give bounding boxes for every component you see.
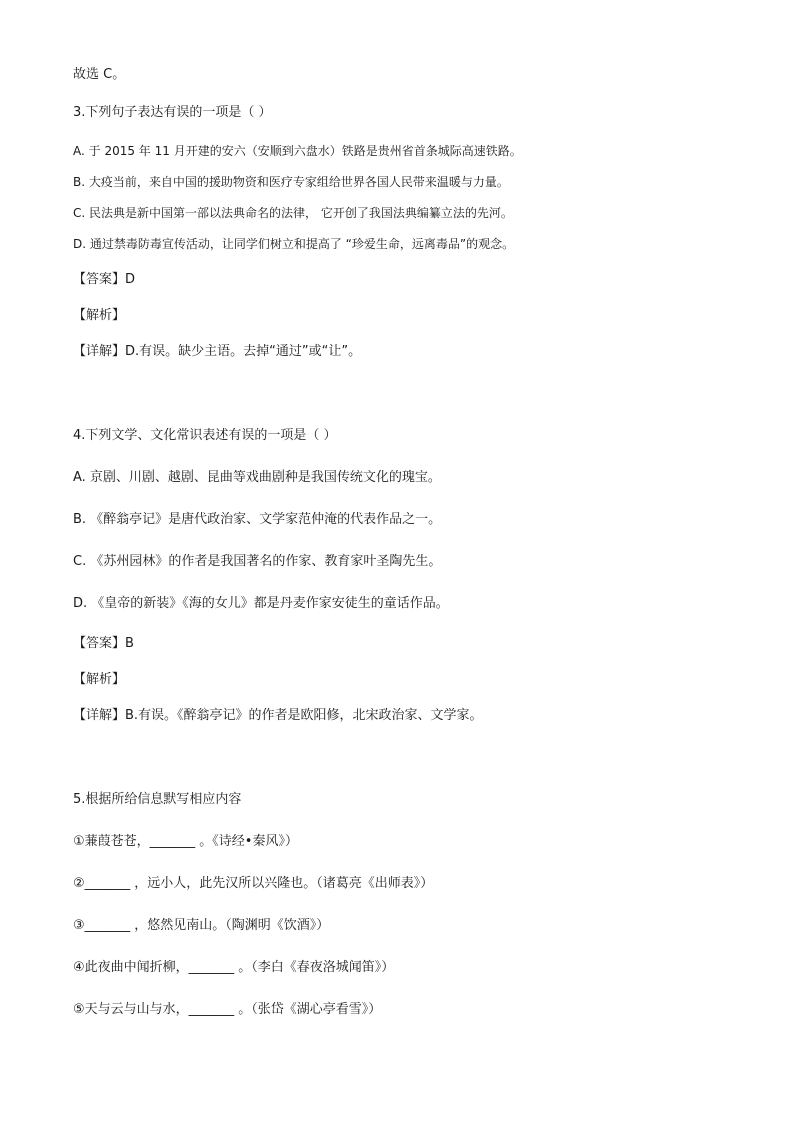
question-4-option-d: D. 《皇帝的新装》《海的女儿》都是丹麦作家安徒生的童话作品。: [73, 596, 449, 611]
question-3-analysis-label: 【解析】: [73, 308, 126, 323]
question-3-option-b: B. 大疫当前，来自中国的援助物资和医疗专家组给世界各国人民带来温暖与力量。: [73, 175, 509, 189]
question-5-item-4: ④此夜曲中闻折柳，_______ 。（李白《春夜洛城闻笛》）: [73, 960, 395, 975]
question-4-analysis-label: 【解析】: [73, 672, 126, 687]
question-5-item-3: ③_______ ，悠然见南山。（陶渊明《饮酒》）: [73, 918, 330, 933]
question-3-answer: 【答案】D: [73, 272, 136, 287]
question-5-item-2: ②_______ ，远小人，此先汉所以兴隆也。（诸葛亮《出师表》）: [73, 876, 434, 891]
question-4-option-b: B. 《醉翁亭记》是唐代政治家、文学家范仲淹的代表作品之一。: [73, 512, 442, 527]
question-5-item-1: ①蒹葭苍苍，_______ 。《诗经•秦风》）: [73, 834, 298, 849]
question-4-detail: 【详解】B.有误。《醉翁亭记》的作者是欧阳修，北宋政治家、文学家。: [73, 708, 483, 723]
question-4-option-c: C. 《苏州园林》的作者是我国著名的作家、教育家叶圣陶先生。: [73, 554, 442, 569]
question-3-option-a: A. 于 2015 年 11 月开建的安六（安顺到六盘水）铁路是贵州省首条城际高速铁路。: [73, 144, 522, 158]
question-3-option-c: C. 民法典是新中国第一部以法典命名的法律， 它开创了我国法典编纂立法的先河。: [73, 206, 513, 220]
question-4-option-a: A. 京剧、川剧、越剧、昆曲等戏曲剧种是我国传统文化的瑰宝。: [73, 470, 441, 485]
text-line-conclusion: 故选 C。: [73, 67, 126, 82]
question-4-answer: 【答案】B: [73, 636, 134, 651]
question-5-stem: 5.根据所给信息默写相应内容: [73, 792, 242, 807]
question-4-stem: 4.下列文学、文化常识表述有误的一项是（ ）: [73, 428, 337, 443]
question-3-detail: 【详解】D.有误。缺少主语。去掉“通过”或“让”。: [73, 344, 362, 359]
question-5-item-5: ⑤天与云与山与水，_______ 。（张岱《湖心亭看雪》）: [73, 1002, 382, 1017]
question-3-option-d: D. 通过禁毒防毒宣传活动，让同学们树立和提高了 “珍爱生命，远离毒品”的观念。: [73, 237, 515, 251]
question-3-stem: 3.下列句子表达有误的一项是（ ）: [73, 105, 272, 120]
